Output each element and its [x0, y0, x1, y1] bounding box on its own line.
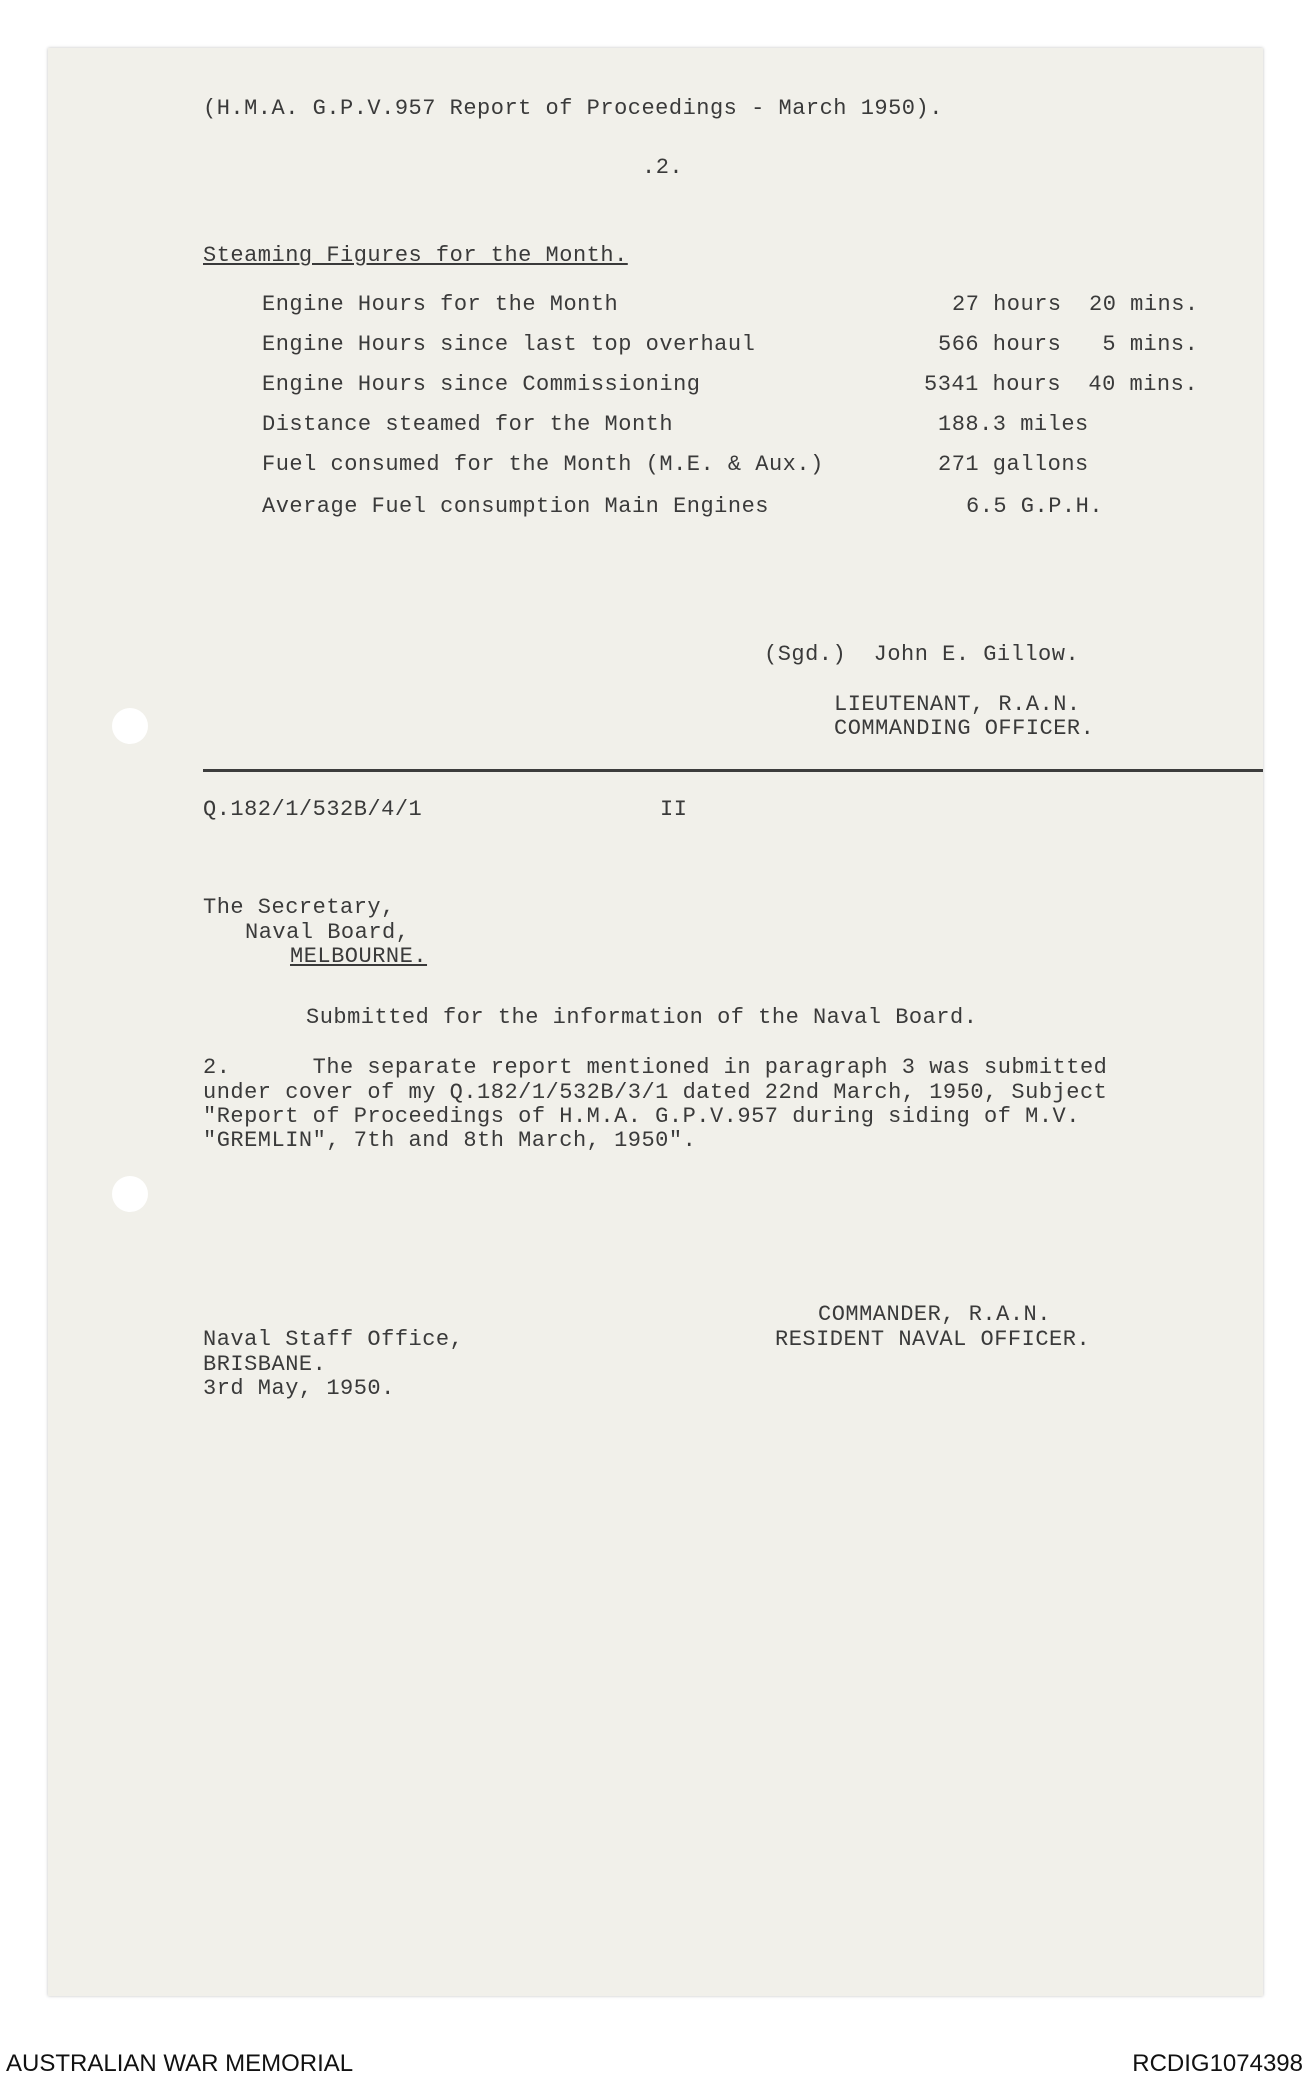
signature-line: (Sgd.) John E. Gillow. — [764, 642, 1080, 667]
row-value: 188.3 miles — [938, 412, 1089, 437]
divider-rule — [203, 769, 1263, 772]
row-label: Distance steamed for the Month — [262, 412, 674, 437]
body-line: "GREMLIN", 7th and 8th March, 1950". — [203, 1128, 697, 1153]
row-label: Engine Hours since Commissioning — [262, 372, 701, 397]
closing-date: 3rd May, 1950. — [203, 1376, 395, 1401]
addressee-line: The Secretary, — [203, 895, 395, 920]
closing-city: BRISBANE. — [203, 1352, 327, 1377]
minute-reference: Q.182/1/532B/4/1 — [203, 797, 423, 822]
document-title: (H.M.A. G.P.V.957 Report of Proceedings - March 1950). — [203, 96, 943, 121]
row-value: 566 hours 5 mins. — [938, 332, 1199, 357]
steaming-heading: Steaming Figures for the Month. — [203, 243, 628, 268]
body-line: 2. The separate report mentioned in paragraph 3 was submitted — [203, 1055, 1108, 1080]
signature-title: COMMANDING OFFICER. — [834, 716, 1095, 741]
row-label: Engine Hours for the Month — [262, 292, 619, 317]
body-paragraph: Submitted for the information of the Naval Board. — [306, 1005, 978, 1030]
row-label: Fuel consumed for the Month (M.E. & Aux.) — [262, 452, 824, 477]
footer-right: RCDIG1074398 — [1132, 2050, 1303, 2077]
closing-title: RESIDENT NAVAL OFFICER. — [775, 1327, 1091, 1352]
punch-hole — [112, 708, 148, 744]
row-label: Average Fuel consumption Main Engines — [262, 494, 769, 519]
footer-left: AUSTRALIAN WAR MEMORIAL — [6, 2050, 354, 2077]
signature-rank: LIEUTENANT, R.A.N. — [834, 692, 1081, 717]
row-value: 27 hours 20 mins. — [952, 292, 1199, 317]
closing-office: Naval Staff Office, — [203, 1327, 464, 1352]
body-line: "Report of Proceedings of H.M.A. G.P.V.957 during siding of M.V. — [203, 1104, 1080, 1129]
addressee-line: Naval Board, — [245, 920, 410, 945]
minute-number: II — [660, 797, 688, 822]
row-label: Engine Hours since last top overhaul — [262, 332, 756, 357]
row-value: 6.5 G.P.H. — [966, 494, 1104, 519]
row-value: 271 gallons — [938, 452, 1089, 477]
page-number: .2. — [642, 155, 684, 180]
body-line: under cover of my Q.182/1/532B/3/1 dated 22nd March, 1950, Subject — [203, 1080, 1108, 1105]
punch-hole — [112, 1176, 148, 1212]
addressee-city: MELBOURNE. — [290, 944, 428, 969]
closing-rank: COMMANDER, R.A.N. — [818, 1302, 1051, 1327]
row-value: 5341 hours 40 mins. — [924, 372, 1199, 397]
